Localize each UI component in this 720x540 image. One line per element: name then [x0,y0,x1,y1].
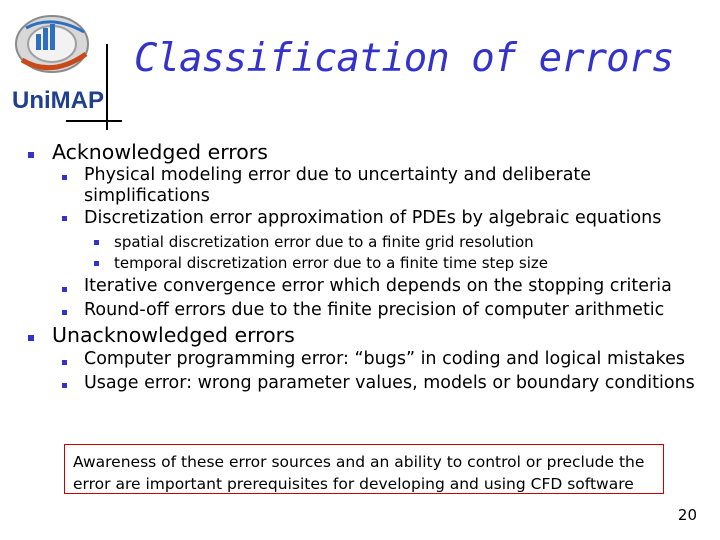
square-bullet-icon [62,287,67,292]
list-item: Usage error: wrong parameter values, models or boundary conditions [84,373,695,393]
square-bullet-icon [94,240,99,245]
svg-text:UniMAP: UniMAP [12,87,104,114]
square-bullet-icon [62,360,67,365]
square-bullet-icon [62,216,67,221]
list-item: Physical modeling error due to uncertainty and deliberate [84,165,592,185]
square-bullet-icon [62,175,67,180]
square-bullet-icon [94,261,99,266]
list-item: Iterative convergence error which depends on the stopping criteria [84,276,672,296]
slide-title: Classification of errors [134,36,674,81]
list-item: Computer programming error: “bugs” in coding and logical mistakes [84,349,685,369]
sub-list-item: temporal discretization error due to a finite time step size [114,254,548,272]
section-heading: Acknowledged errors [52,140,268,164]
square-bullet-icon [28,335,34,341]
list-item-continued: simplifications [84,186,210,206]
square-bullet-icon [62,383,67,388]
title-divider-vertical [106,44,108,130]
section-heading: Unacknowledged errors [52,323,295,347]
list-item: Round-off errors due to the finite precision of computer arithmetic [84,300,665,320]
title-divider-horizontal [66,120,122,122]
square-bullet-icon [28,152,34,158]
sub-list-item: spatial discretization error due to a finite grid resolution [114,233,534,251]
unimap-logo-icon [8,8,114,130]
callout-text-line: error are important prerequisites for developing and using CFD software [73,475,634,493]
list-item: Discretization error approximation of PDEs by algebraic equations [84,208,662,228]
square-bullet-icon [62,310,67,315]
page-number: 20 [677,506,697,524]
callout-text-line: Awareness of these error sources and an ability to control or preclude the [73,453,645,471]
callout-box [64,444,664,494]
